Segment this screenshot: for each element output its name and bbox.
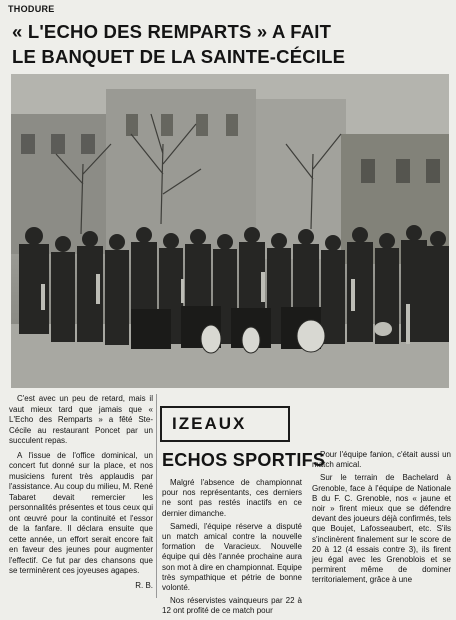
column-divider [156, 394, 157, 598]
article-2-col2-paragraph-2: Sur le terrain de Bachelard à Grenoble, face à l'équipe de Nationale B du F. C. Grenoble, nos « jaune et noir » firent mieux que se défendre devant des joueurs déjà confirmés, tels que Boujet, Lafosseaubert, etc. S'ils s'inclinèrent finalement sur le score de 20 à 12 (4 essais contre 3), ils firent jeu égal avec les Grenoblois et se permirent même de dominer territorialement, grâce à une [312, 473, 451, 585]
article-2-column-1 [162, 478, 302, 620]
article-2-col1-paragraph-1: Malgré l'absence de championnat pour nos représentants, ces derniers ne sont pas restés inactifs en ce dernier dimanche. [162, 478, 302, 518]
town-heading-box [160, 406, 290, 442]
article-1-signature: R. B. [135, 580, 153, 590]
headline-line-2: LE BANQUET DE LA SAINTE-CÉCILE [12, 46, 346, 67]
town-heading: IZEAUX [172, 414, 247, 433]
section-label: THODURE [8, 4, 55, 14]
article-1-paragraph-1: C'est avec un peu de retard, mais il vaut mieux tard que jamais que « L'Echo des Remparts » a fêté Ste-Cécile au restaurant Poncet par un succulent repas. [9, 394, 153, 445]
band-group-photo [11, 74, 449, 388]
article-2-title: ECHOS SPORTIFS [162, 450, 326, 470]
photo-illustration [11, 74, 449, 388]
article-2-column-2 [312, 450, 451, 589]
article-2-col2-paragraph-1: Pour l'équipe fanion, c'était aussi un match amical. [312, 450, 451, 470]
article-2-col1-paragraph-3: Nos réservistes vainqueurs par 22 à 12 ont profité de ce match pour [162, 596, 302, 616]
article-2-col1-paragraph-2: Samedi, l'équipe réserve a disputé un match amical contre la nouvelle formation de Varacieux. Nouvelle équipe qui dès l'année prochaine aura son mot à dire en championnat. Equipe très sympathique et pétrie de bonne volonté. [162, 521, 302, 593]
article-1-paragraph-2: A l'issue de l'office dominical, un concert fut donné sur la place, et nos musiciens furent très applaudis par l'assistance. Au coup du milieu, M. René Tabaret devait remercier les personnalités présentes et tous ceux qui ont œuvré pour la continuité et l'essor de la fanfare. Il déclara ensuite que cette année, un effort serait encore fait en faveur des jeunes pour augmenter l'effectif. Ce fut par des chansons que se terminèrent ces joyeuses agapes. [9, 450, 153, 575]
article-1-body [9, 394, 153, 595]
headline-line-1: « L'ECHO DES REMPARTS » A FAIT [12, 21, 332, 42]
